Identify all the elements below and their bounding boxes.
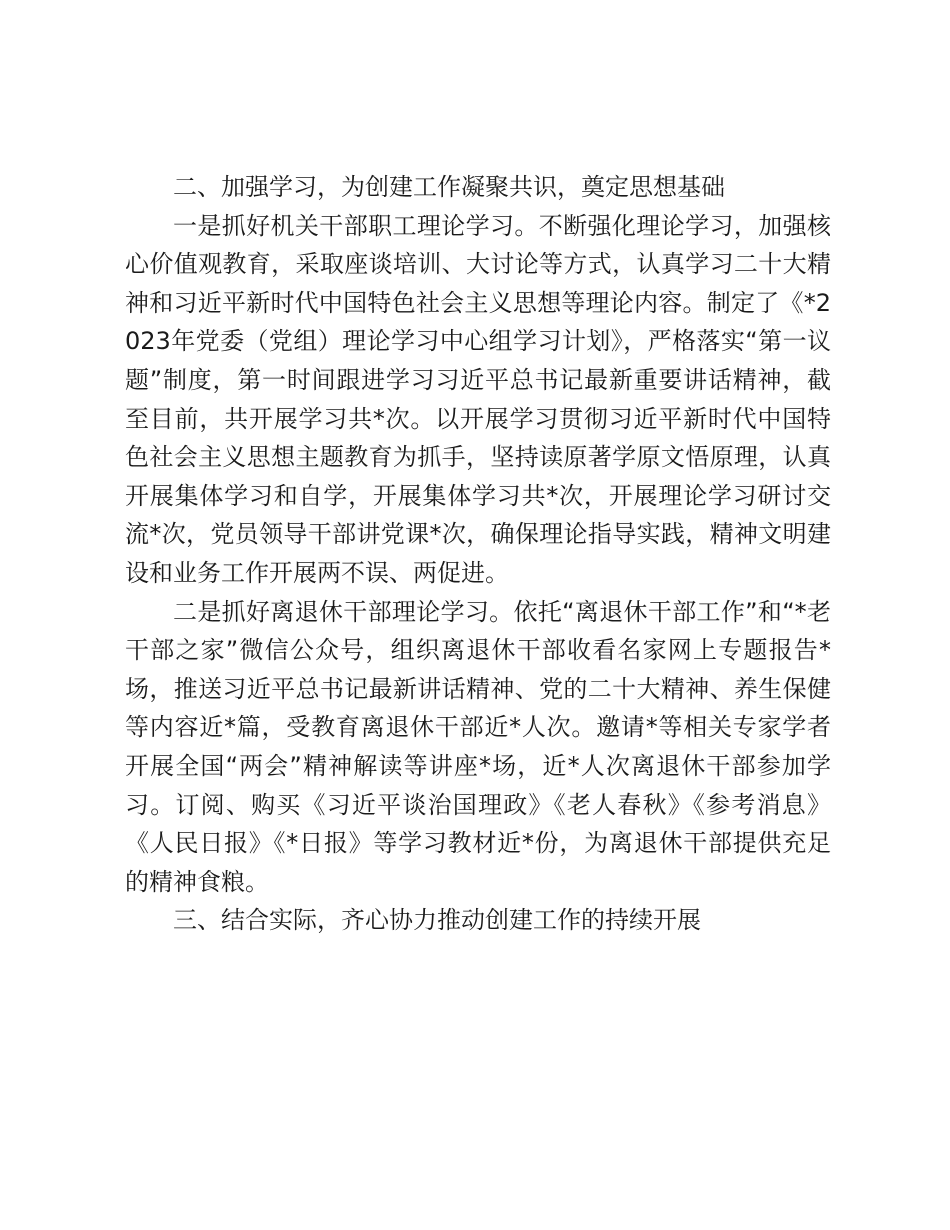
section-heading-3: 三、结合实际，齐心协力推动创建工作的持续开展 [173, 906, 701, 935]
section-heading-2: 二、加强学习，为创建工作凝聚共识，奠定思想基础 [173, 173, 725, 201]
paragraph-retired-cadre-study: 二是抓好离退休干部理论学习。依托“离退休干部工作”和“*老干部之家”微信公众号，组织离退休干部收看名家网上专题报告*场，推送习近平总书记最新讲话精神、党的二十大精神、养生保健等内容近*篇，受教育离退休干部近*人次。邀请*等相关专家学者开展全国“两会”精神解读等讲座*场，近*人次离退休干部参加学习。订阅、购买《习近平谈治国理政》《老人春秋》《参考消息》《人民日报》《*日报》等学习教材近*份，为离退休干部提供充足的精神食粮。 [125, 597, 831, 896]
paragraph-cadre-study: 一是抓好机关干部职工理论学习。不断强化理论学习，加强核心价值观教育，采取座谈培训、大讨论等方式，认真学习二十大精神和习近平新时代中国特色社会主义思想等理论内容。制定了《*2023年党委（党组）理论学习中心组学习计划》，严格落实“第一议题”制度，第一时间跟进学习习近平总书记最新重要讲话精神，截至目前，共开展学习共*次。以开展学习贯彻习近平新时代中国特色社会主义思想主题教育为抓手，坚持读原著学原文悟原理，认真开展集体学习和自学，开展集体学习共*次，开展理论学习研讨交流*次，党员领导干部讲党课*次，确保理论指导实践，精神文明建设和业务工作开展两不误、两促进。 [125, 211, 831, 587]
document-body [125, 168, 831, 940]
